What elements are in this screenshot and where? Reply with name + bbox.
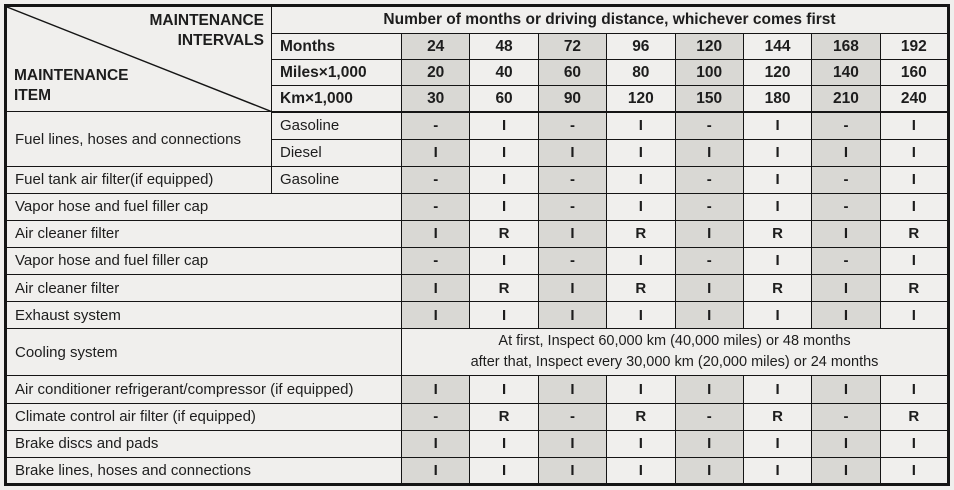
value-cell: I — [880, 302, 948, 329]
table-row-ac-refrigerant — [6, 376, 949, 403]
value-cell: I — [538, 139, 606, 166]
value-cell: - — [538, 403, 606, 430]
value-cell: - — [402, 193, 470, 220]
corner-cell — [6, 6, 272, 112]
value-cell: I — [607, 430, 675, 457]
value-cell: I — [607, 139, 675, 166]
value-cell: I — [607, 302, 675, 329]
km-value-cell: 150 — [675, 86, 743, 112]
value-cell: R — [607, 275, 675, 302]
table-row-air-cleaner-2 — [6, 275, 949, 302]
km-value-cell: 210 — [812, 86, 880, 112]
value-cell: - — [675, 166, 743, 193]
value-cell: I — [880, 139, 948, 166]
value-cell: - — [675, 247, 743, 274]
months-value-cell: 192 — [880, 34, 948, 60]
value-cell: I — [402, 275, 470, 302]
miles-value-cell: 80 — [607, 60, 675, 86]
value-cell: I — [402, 220, 470, 247]
value-cell: I — [607, 112, 675, 139]
value-cell: I — [470, 376, 538, 403]
km-value-cell: 120 — [607, 86, 675, 112]
item-cell: Exhaust system — [6, 302, 402, 329]
value-cell: - — [538, 193, 606, 220]
table-header-row — [6, 6, 949, 34]
table-row-cooling — [6, 329, 949, 376]
item-cell: Fuel tank air filter(if equipped) — [6, 166, 272, 193]
value-cell: I — [812, 302, 880, 329]
table-row-vapor-hose-2 — [6, 247, 949, 274]
value-cell: I — [812, 139, 880, 166]
km-value-cell: 30 — [402, 86, 470, 112]
value-cell: R — [743, 275, 811, 302]
value-cell: I — [812, 220, 880, 247]
value-cell: I — [812, 376, 880, 403]
span-title-cell: Number of months or driving distance, whichever comes first — [272, 6, 949, 34]
value-cell: I — [743, 139, 811, 166]
value-cell: I — [470, 247, 538, 274]
km-label-cell: Km×1,000 — [272, 86, 402, 112]
item-cell: Air cleaner filter — [6, 275, 402, 302]
miles-value-cell: 160 — [880, 60, 948, 86]
corner-item-label — [14, 66, 129, 106]
value-cell: - — [675, 403, 743, 430]
value-cell: I — [880, 430, 948, 457]
value-cell: R — [470, 403, 538, 430]
value-cell: R — [607, 220, 675, 247]
value-cell: I — [675, 430, 743, 457]
value-cell: I — [675, 139, 743, 166]
value-cell: I — [880, 112, 948, 139]
cooling-note-cell — [402, 329, 949, 376]
value-cell: I — [607, 166, 675, 193]
table-row-brake-discs — [6, 430, 949, 457]
item-cell: Air cleaner filter — [6, 220, 402, 247]
value-cell: I — [538, 430, 606, 457]
value-cell: I — [607, 193, 675, 220]
value-cell: I — [880, 193, 948, 220]
value-cell: - — [812, 166, 880, 193]
value-cell: I — [402, 139, 470, 166]
table-row-brake-lines — [6, 457, 949, 484]
value-cell: - — [402, 403, 470, 430]
item-cell: Air conditioner refrigerant/compressor (if equipped) — [6, 376, 402, 403]
value-cell: I — [675, 275, 743, 302]
value-cell: I — [743, 166, 811, 193]
months-value-cell: 168 — [812, 34, 880, 60]
item-cell: Brake lines, hoses and connections — [6, 457, 402, 484]
km-value-cell: 60 — [470, 86, 538, 112]
value-cell: I — [880, 247, 948, 274]
table-row-exhaust — [6, 302, 949, 329]
value-cell: I — [470, 302, 538, 329]
item-cell: Climate control air filter (if equipped) — [6, 403, 402, 430]
sub-cell: Diesel — [272, 139, 402, 166]
months-value-cell: 96 — [607, 34, 675, 60]
value-cell: R — [880, 275, 948, 302]
value-cell: - — [812, 193, 880, 220]
value-cell: I — [675, 302, 743, 329]
value-cell: I — [538, 275, 606, 302]
value-cell: I — [743, 302, 811, 329]
months-label-cell: Months — [272, 34, 402, 60]
table-row-fuel-lines-gasoline — [6, 112, 949, 139]
value-cell: R — [880, 403, 948, 430]
months-value-cell: 48 — [470, 34, 538, 60]
value-cell: I — [812, 275, 880, 302]
cooling-note-line2: after that, Inspect every 30,000 km (20,000 miles) or 24 months — [470, 354, 879, 371]
item-cell: Vapor hose and fuel filler cap — [6, 247, 402, 274]
value-cell: - — [675, 193, 743, 220]
value-cell: - — [812, 112, 880, 139]
value-cell: I — [470, 193, 538, 220]
miles-value-cell: 60 — [538, 60, 606, 86]
value-cell: I — [743, 247, 811, 274]
corner-item-line2: ITEM — [14, 87, 52, 105]
value-cell: I — [402, 430, 470, 457]
value-cell: R — [743, 403, 811, 430]
miles-value-cell: 120 — [743, 60, 811, 86]
value-cell: I — [675, 376, 743, 403]
miles-value-cell: 140 — [812, 60, 880, 86]
value-cell: I — [880, 457, 948, 484]
months-value-cell: 24 — [402, 34, 470, 60]
table-row-fuel-tank-air-filter — [6, 166, 949, 193]
item-cell: Brake discs and pads — [6, 430, 402, 457]
corner-intervals-line1: MAINTENANCE — [149, 12, 264, 29]
value-cell: - — [402, 166, 470, 193]
value-cell: - — [402, 247, 470, 274]
value-cell: R — [470, 275, 538, 302]
miles-label-cell: Miles×1,000 — [272, 60, 402, 86]
months-value-cell: 72 — [538, 34, 606, 60]
months-value-cell: 144 — [743, 34, 811, 60]
value-cell: I — [607, 376, 675, 403]
value-cell: I — [607, 457, 675, 484]
value-cell: - — [812, 247, 880, 274]
value-cell: I — [880, 376, 948, 403]
months-value-cell: 120 — [675, 34, 743, 60]
item-cell: Vapor hose and fuel filler cap — [6, 193, 402, 220]
value-cell: I — [538, 457, 606, 484]
maintenance-schedule-table — [4, 4, 950, 486]
corner-intervals-label — [149, 11, 264, 51]
value-cell: I — [675, 220, 743, 247]
km-value-cell: 180 — [743, 86, 811, 112]
value-cell: I — [812, 430, 880, 457]
item-cell: Fuel lines, hoses and connections — [6, 112, 272, 166]
value-cell: - — [538, 112, 606, 139]
table-row-air-cleaner-1 — [6, 220, 949, 247]
value-cell: I — [402, 376, 470, 403]
value-cell: I — [470, 457, 538, 484]
cooling-note-line1: At first, Inspect 60,000 km (40,000 miles) or 48 months — [498, 333, 851, 350]
value-cell: I — [470, 430, 538, 457]
value-cell: - — [538, 166, 606, 193]
value-cell: - — [675, 112, 743, 139]
km-value-cell: 90 — [538, 86, 606, 112]
value-cell: I — [743, 376, 811, 403]
table-row-vapor-hose-1 — [6, 193, 949, 220]
value-cell: R — [470, 220, 538, 247]
corner-item-line1: MAINTENANCE — [14, 67, 129, 85]
value-cell: I — [470, 139, 538, 166]
value-cell: I — [470, 166, 538, 193]
value-cell: - — [538, 247, 606, 274]
item-cell: Cooling system — [6, 329, 402, 376]
value-cell: I — [880, 166, 948, 193]
value-cell: I — [402, 457, 470, 484]
value-cell: I — [675, 457, 743, 484]
corner-intervals-line2: INTERVALS — [177, 32, 264, 49]
sub-cell: Gasoline — [272, 166, 402, 193]
value-cell: R — [743, 220, 811, 247]
value-cell: - — [812, 403, 880, 430]
value-cell: I — [538, 376, 606, 403]
value-cell: - — [402, 112, 470, 139]
value-cell: I — [607, 247, 675, 274]
value-cell: I — [743, 193, 811, 220]
table-row-climate-filter — [6, 403, 949, 430]
value-cell: I — [812, 457, 880, 484]
km-value-cell: 240 — [880, 86, 948, 112]
value-cell: I — [402, 302, 470, 329]
sub-cell: Gasoline — [272, 112, 402, 139]
value-cell: I — [538, 220, 606, 247]
value-cell: R — [607, 403, 675, 430]
value-cell: I — [538, 302, 606, 329]
value-cell: I — [743, 430, 811, 457]
miles-value-cell: 40 — [470, 60, 538, 86]
value-cell: I — [743, 112, 811, 139]
value-cell: R — [880, 220, 948, 247]
miles-value-cell: 20 — [402, 60, 470, 86]
value-cell: I — [470, 112, 538, 139]
miles-value-cell: 100 — [675, 60, 743, 86]
value-cell: I — [743, 457, 811, 484]
